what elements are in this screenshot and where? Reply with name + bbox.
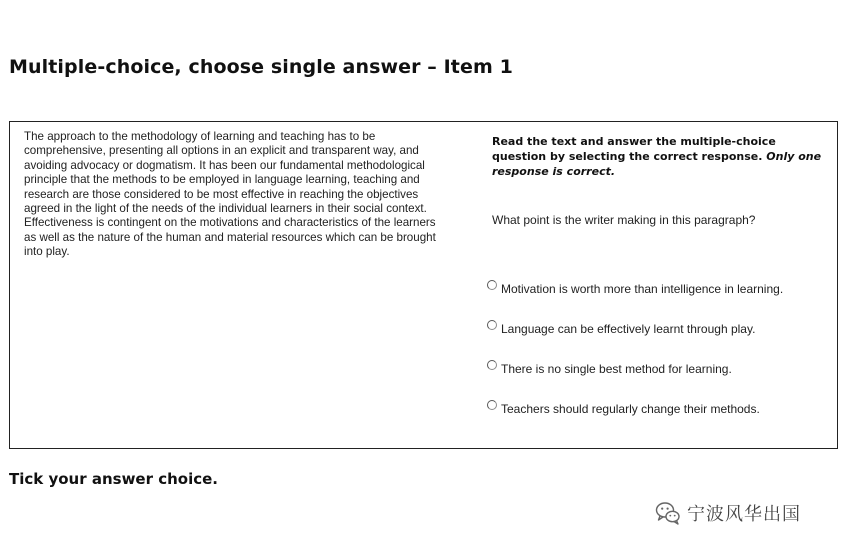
answer-option-label[interactable]: Motivation is worth more than intelligence in learning. [501, 282, 784, 296]
answer-option-label[interactable]: There is no single best method for learning. [501, 362, 732, 376]
answer-option-label[interactable]: Language can be effectively learnt through play. [501, 322, 756, 336]
instruction-emphasis: Only one response is correct. [492, 150, 822, 178]
answer-option-label[interactable]: Teachers should regularly change their methods. [501, 402, 760, 416]
radio-button-icon[interactable] [487, 400, 497, 410]
radio-button-icon[interactable] [487, 360, 497, 370]
question-text: What point is the writer making in this paragraph? [492, 213, 756, 227]
wechat-logo-icon [655, 500, 681, 526]
watermark [655, 500, 801, 526]
instruction-main: Read the text and answer the multiple-choice question by selecting the correct response. [492, 135, 776, 163]
footer-instruction: Tick your answer choice. [9, 470, 219, 488]
radio-button-icon[interactable] [487, 280, 497, 290]
instruction-text [492, 134, 832, 179]
task-box [9, 121, 838, 449]
page-title: Multiple-choice, choose single answer – Item 1 [9, 56, 513, 78]
reading-passage: The approach to the methodology of learning and teaching has to be comprehensive, presenting all options in an explicit and transparent way, and avoiding advocacy or dogmatism. It has been our fundamental methodological principle that the methods to be employed in language learning, teaching and research are those considered to be most effective in reaching the objectives agreed in the light of the needs of the individual learners in their social context. Effectiveness is contingent on the motivations and characteristics of the learners as well as the nature of the human and material resources which can be brought into play. [24, 130, 436, 259]
radio-button-icon[interactable] [487, 320, 497, 330]
watermark-text: 宁波风华出国 [687, 504, 801, 525]
